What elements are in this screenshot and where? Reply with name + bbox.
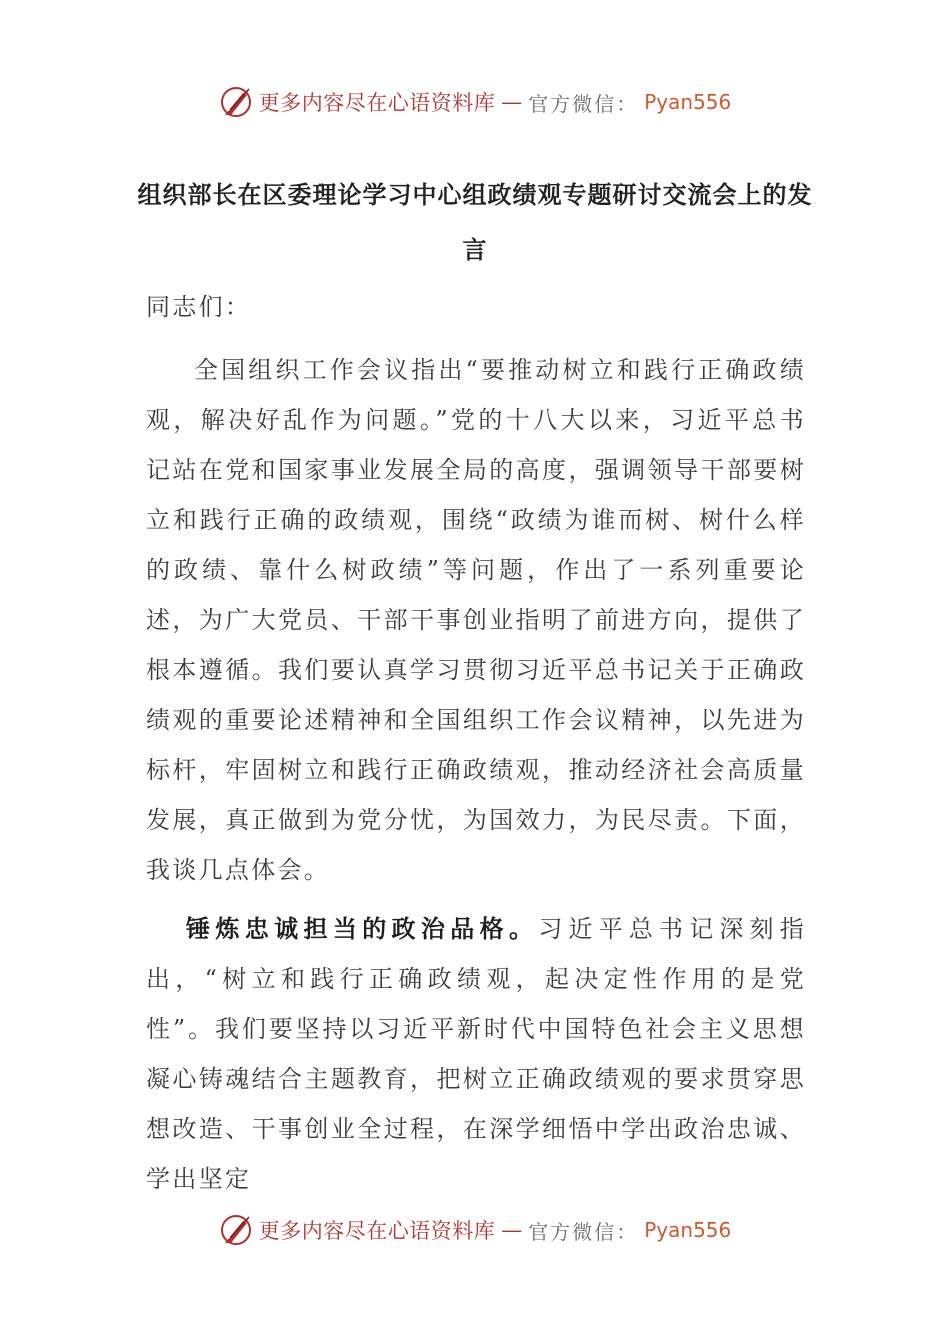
paragraph-section-1 xyxy=(146,904,806,1204)
footer-wechat-account: Pyan556 xyxy=(644,1218,732,1242)
header-site-name: 更多内容尽在心语资料库 xyxy=(258,91,496,115)
header-separator: — xyxy=(501,90,523,114)
paragraph-intro: 全国组织工作会议指出“要推动树立和践行正确政绩观，解决好乱作为问题。”党的十八大以来，习近平总书记站在党和国家事业发展全局的高度，强调领导干部要树立和践行正确的政绩观，围绕“政绩为谁而树、树什么样的政绩、靠什么树政绩”等问题，作出了一系列重要论述，为广大党员、干部干事创业指明了前进方向，提供了根本遵循。我们要认真学习贯彻习近平总书记关于正确政绩观的重要论述精神和全国组织工作会议精神，以先进为标杆，牢固树立和践行正确政绩观，推动经济社会高质量发展，真正做到为党分忧，为国效力，为民尽责。下面，我谈几点体会。 xyxy=(146,356,806,884)
footer-site-name: 更多内容尽在心语资料库 xyxy=(258,1219,496,1243)
quill-pen-logo-icon xyxy=(219,85,253,119)
quill-pen-logo-icon xyxy=(219,1213,253,1247)
header-banner xyxy=(0,80,950,124)
footer-separator: — xyxy=(501,1218,523,1242)
header-wechat-account: Pyan556 xyxy=(644,90,732,114)
section-body: 习近平总书记深刻指出，“树立和践行正确政绩观，起决定性作用的是党性”。我们要坚持以习近平新时代中国特色社会主义思想凝心铸魂结合主题教育，把树立正确政绩观的要求贯穿思想改造、干事创业全过程，在深学细悟中学出政治忠诚、学出坚定 xyxy=(146,915,807,1193)
greeting: 同志们： xyxy=(146,293,252,321)
footer-wechat-label: 官方微信： xyxy=(528,1219,639,1244)
footer-banner xyxy=(0,1208,950,1252)
header-wechat-label: 官方微信： xyxy=(528,91,639,116)
document-title: 组织部长在区委理论学习中心组政绩观专题研讨交流会上的发言 xyxy=(137,181,813,264)
section-heading: 锤炼忠诚担当的政治品格。 xyxy=(186,915,539,943)
